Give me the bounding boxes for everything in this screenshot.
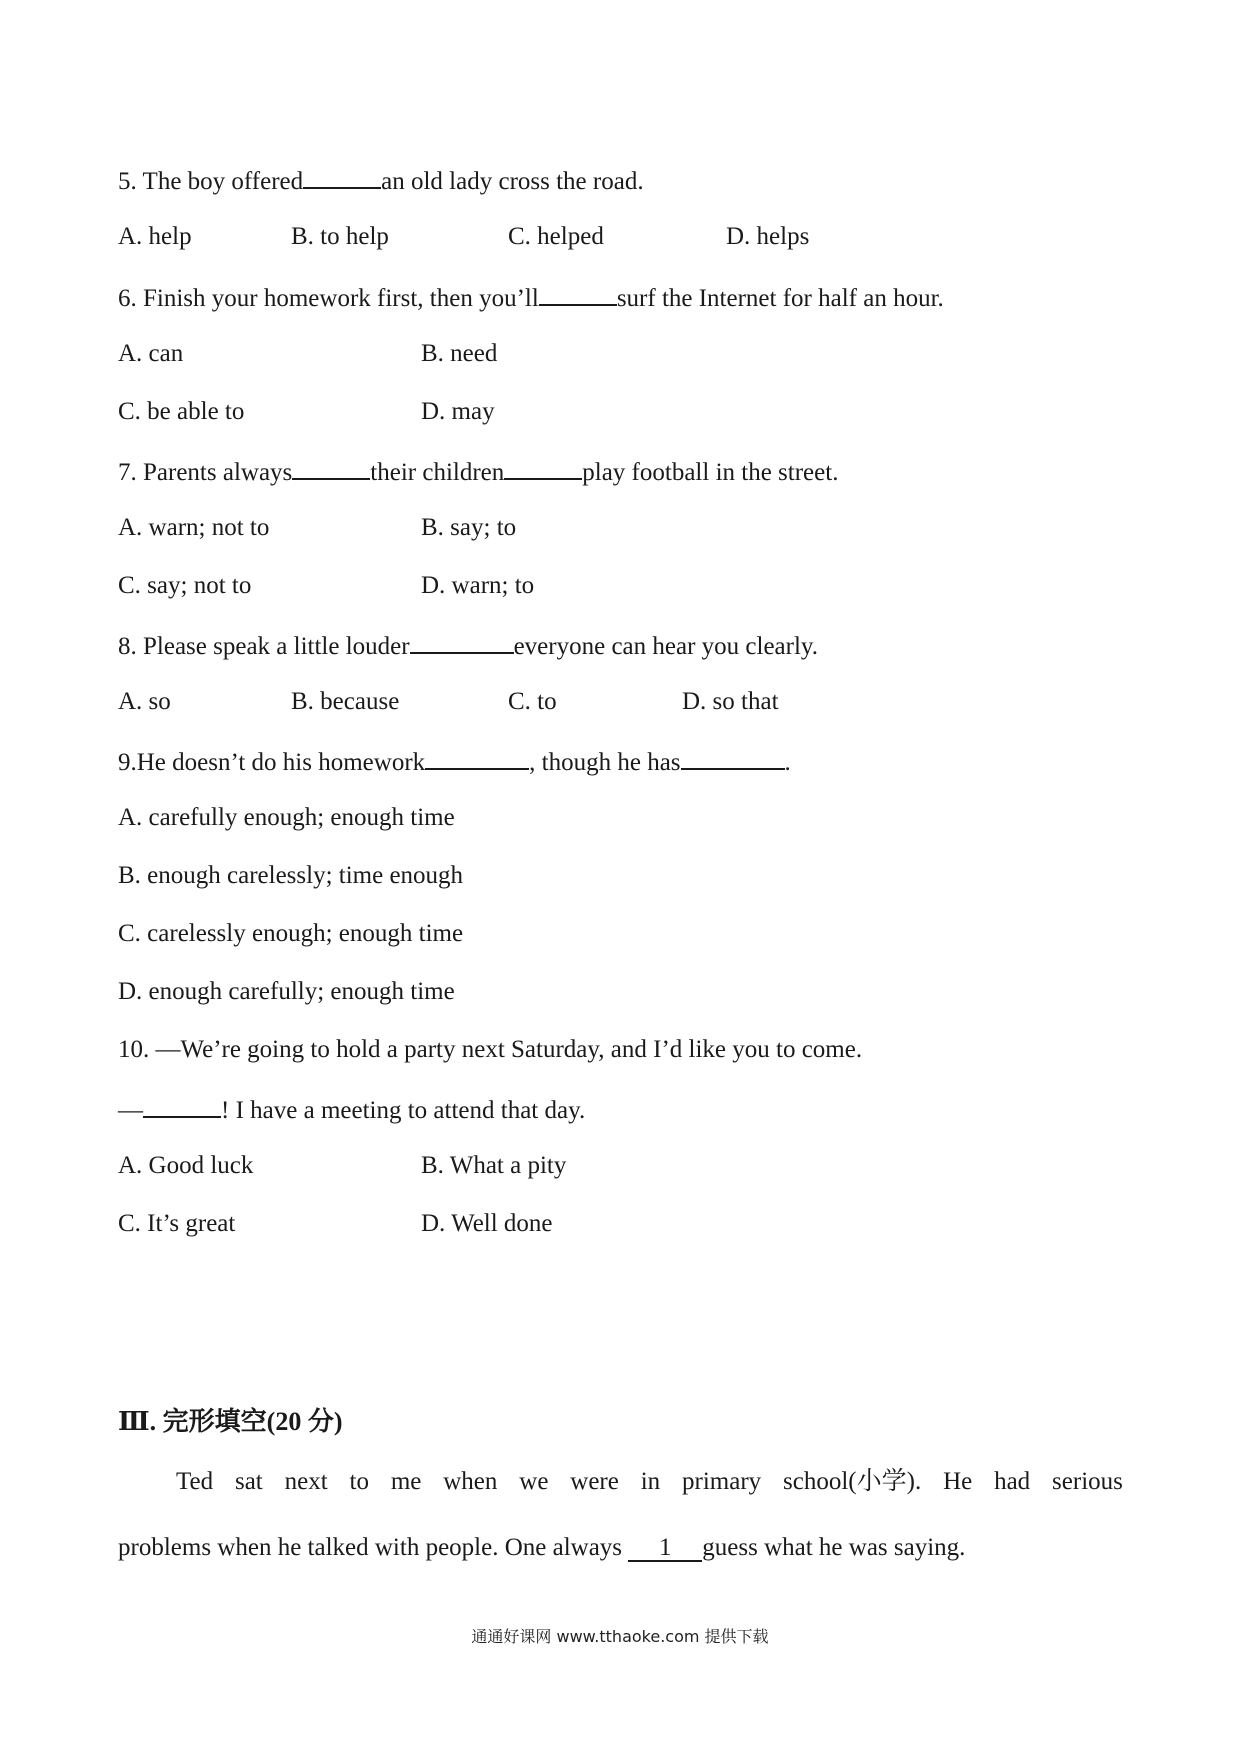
passage-word: primary [682, 1468, 762, 1495]
question-7-option-d: D. warn; to [421, 572, 535, 599]
question-10-option-c: C. It’s great [118, 1210, 236, 1237]
answer-blank [143, 1092, 221, 1118]
passage-word: we [519, 1468, 549, 1495]
question-5-stem [118, 163, 644, 198]
question-5-text-before: 5. The boy offered [118, 168, 304, 195]
question-8-option-c: C. to [508, 688, 557, 715]
question-10-option-d: D. Well done [421, 1210, 553, 1237]
question-10-stem-line2 [118, 1092, 585, 1127]
answer-blank [292, 454, 370, 480]
question-10-option-b: B. What a pity [421, 1152, 567, 1179]
question-9-option-d: D. enough carefully; enough time [118, 978, 455, 1005]
question-10-option-a: A. Good luck [118, 1152, 254, 1179]
cloze-blank [628, 1536, 702, 1562]
passage-word: in [640, 1468, 661, 1495]
passage-word: sat [234, 1468, 263, 1495]
question-8-text-after: everyone can hear you clearly. [513, 633, 819, 660]
question-9-stem [118, 744, 791, 779]
question-7-text-before: 7. Parents always [118, 459, 293, 486]
passage-word: to [349, 1468, 369, 1495]
passage-word: when [443, 1468, 498, 1495]
passage-word: next [284, 1468, 328, 1495]
question-7-option-c: C. say; not to [118, 572, 252, 599]
question-7-option-a: A. warn; not to [118, 514, 270, 541]
answer-blank [681, 744, 785, 770]
question-9-text-before: 9.He doesn’t do his homework [118, 749, 426, 776]
passage-text-before: problems when he talked with people. One always [118, 1534, 623, 1561]
question-6-text-before: 6. Finish your homework first, then you’ll [118, 285, 539, 312]
cloze-blank-number: 1 [659, 1534, 672, 1561]
question-8-text-before: 8. Please speak a little louder [118, 633, 410, 660]
question-8-option-b: B. because [291, 688, 400, 715]
passage-word: me [390, 1468, 422, 1495]
section-title: Ⅲ. 完形填空(20 分) [118, 1407, 343, 1436]
passage-text-after: guess what he was saying. [702, 1534, 966, 1561]
question-9-option-c: C. carelessly enough; enough time [118, 920, 464, 947]
passage-line-1 [176, 1466, 1123, 1498]
passage-word: school(小学). [783, 1468, 922, 1495]
question-10-stem-line1: 10. —We’re going to hold a party next Saturday, and I’d like you to come. [118, 1036, 863, 1063]
question-8-stem [118, 628, 818, 663]
answer-blank [504, 454, 582, 480]
question-5-option-b: B. to help [291, 223, 389, 250]
question-5-option-c: C. helped [508, 223, 604, 250]
passage-word: serious [1052, 1468, 1123, 1495]
question-5-option-d: D. helps [726, 223, 810, 250]
answer-blank [303, 163, 381, 189]
answer-blank [425, 744, 529, 770]
question-5-option-a: A. help [118, 223, 192, 250]
question-8-option-d: D. so that [682, 688, 779, 715]
passage-word: had [994, 1468, 1031, 1495]
question-5-text-after: an old lady cross the road. [381, 168, 644, 195]
question-10-text-before: — [118, 1097, 143, 1124]
question-6-option-d: D. may [421, 398, 495, 425]
question-7-stem [118, 454, 838, 489]
question-8-option-a: A. so [118, 688, 171, 715]
passage-line-2 [118, 1532, 1123, 1564]
question-6-stem [118, 280, 944, 315]
page-footer: 通通好课网 www.tthaoke.com 提供下载 [471, 1627, 769, 1646]
answer-blank [410, 628, 514, 654]
question-7-text-after: play football in the street. [582, 459, 839, 486]
question-10-text-after: ! I have a meeting to attend that day. [221, 1097, 586, 1124]
question-6-text-after: surf the Internet for half an hour. [616, 285, 944, 312]
question-7-option-b: B. say; to [421, 514, 517, 541]
answer-blank [539, 280, 617, 306]
question-6-option-b: B. need [421, 340, 498, 367]
question-6-option-c: C. be able to [118, 398, 245, 425]
question-9-text-middle: , though he has [529, 749, 681, 776]
question-9-text-after: . [784, 749, 791, 776]
question-9-option-a: A. carefully enough; enough time [118, 804, 455, 831]
passage-word: were [570, 1468, 619, 1495]
passage-word: Ted [176, 1468, 214, 1495]
question-9-option-b: B. enough carelessly; time enough [118, 862, 464, 889]
question-7-text-middle: their children [370, 459, 505, 486]
passage-word: He [943, 1468, 973, 1495]
question-6-option-a: A. can [118, 340, 184, 367]
